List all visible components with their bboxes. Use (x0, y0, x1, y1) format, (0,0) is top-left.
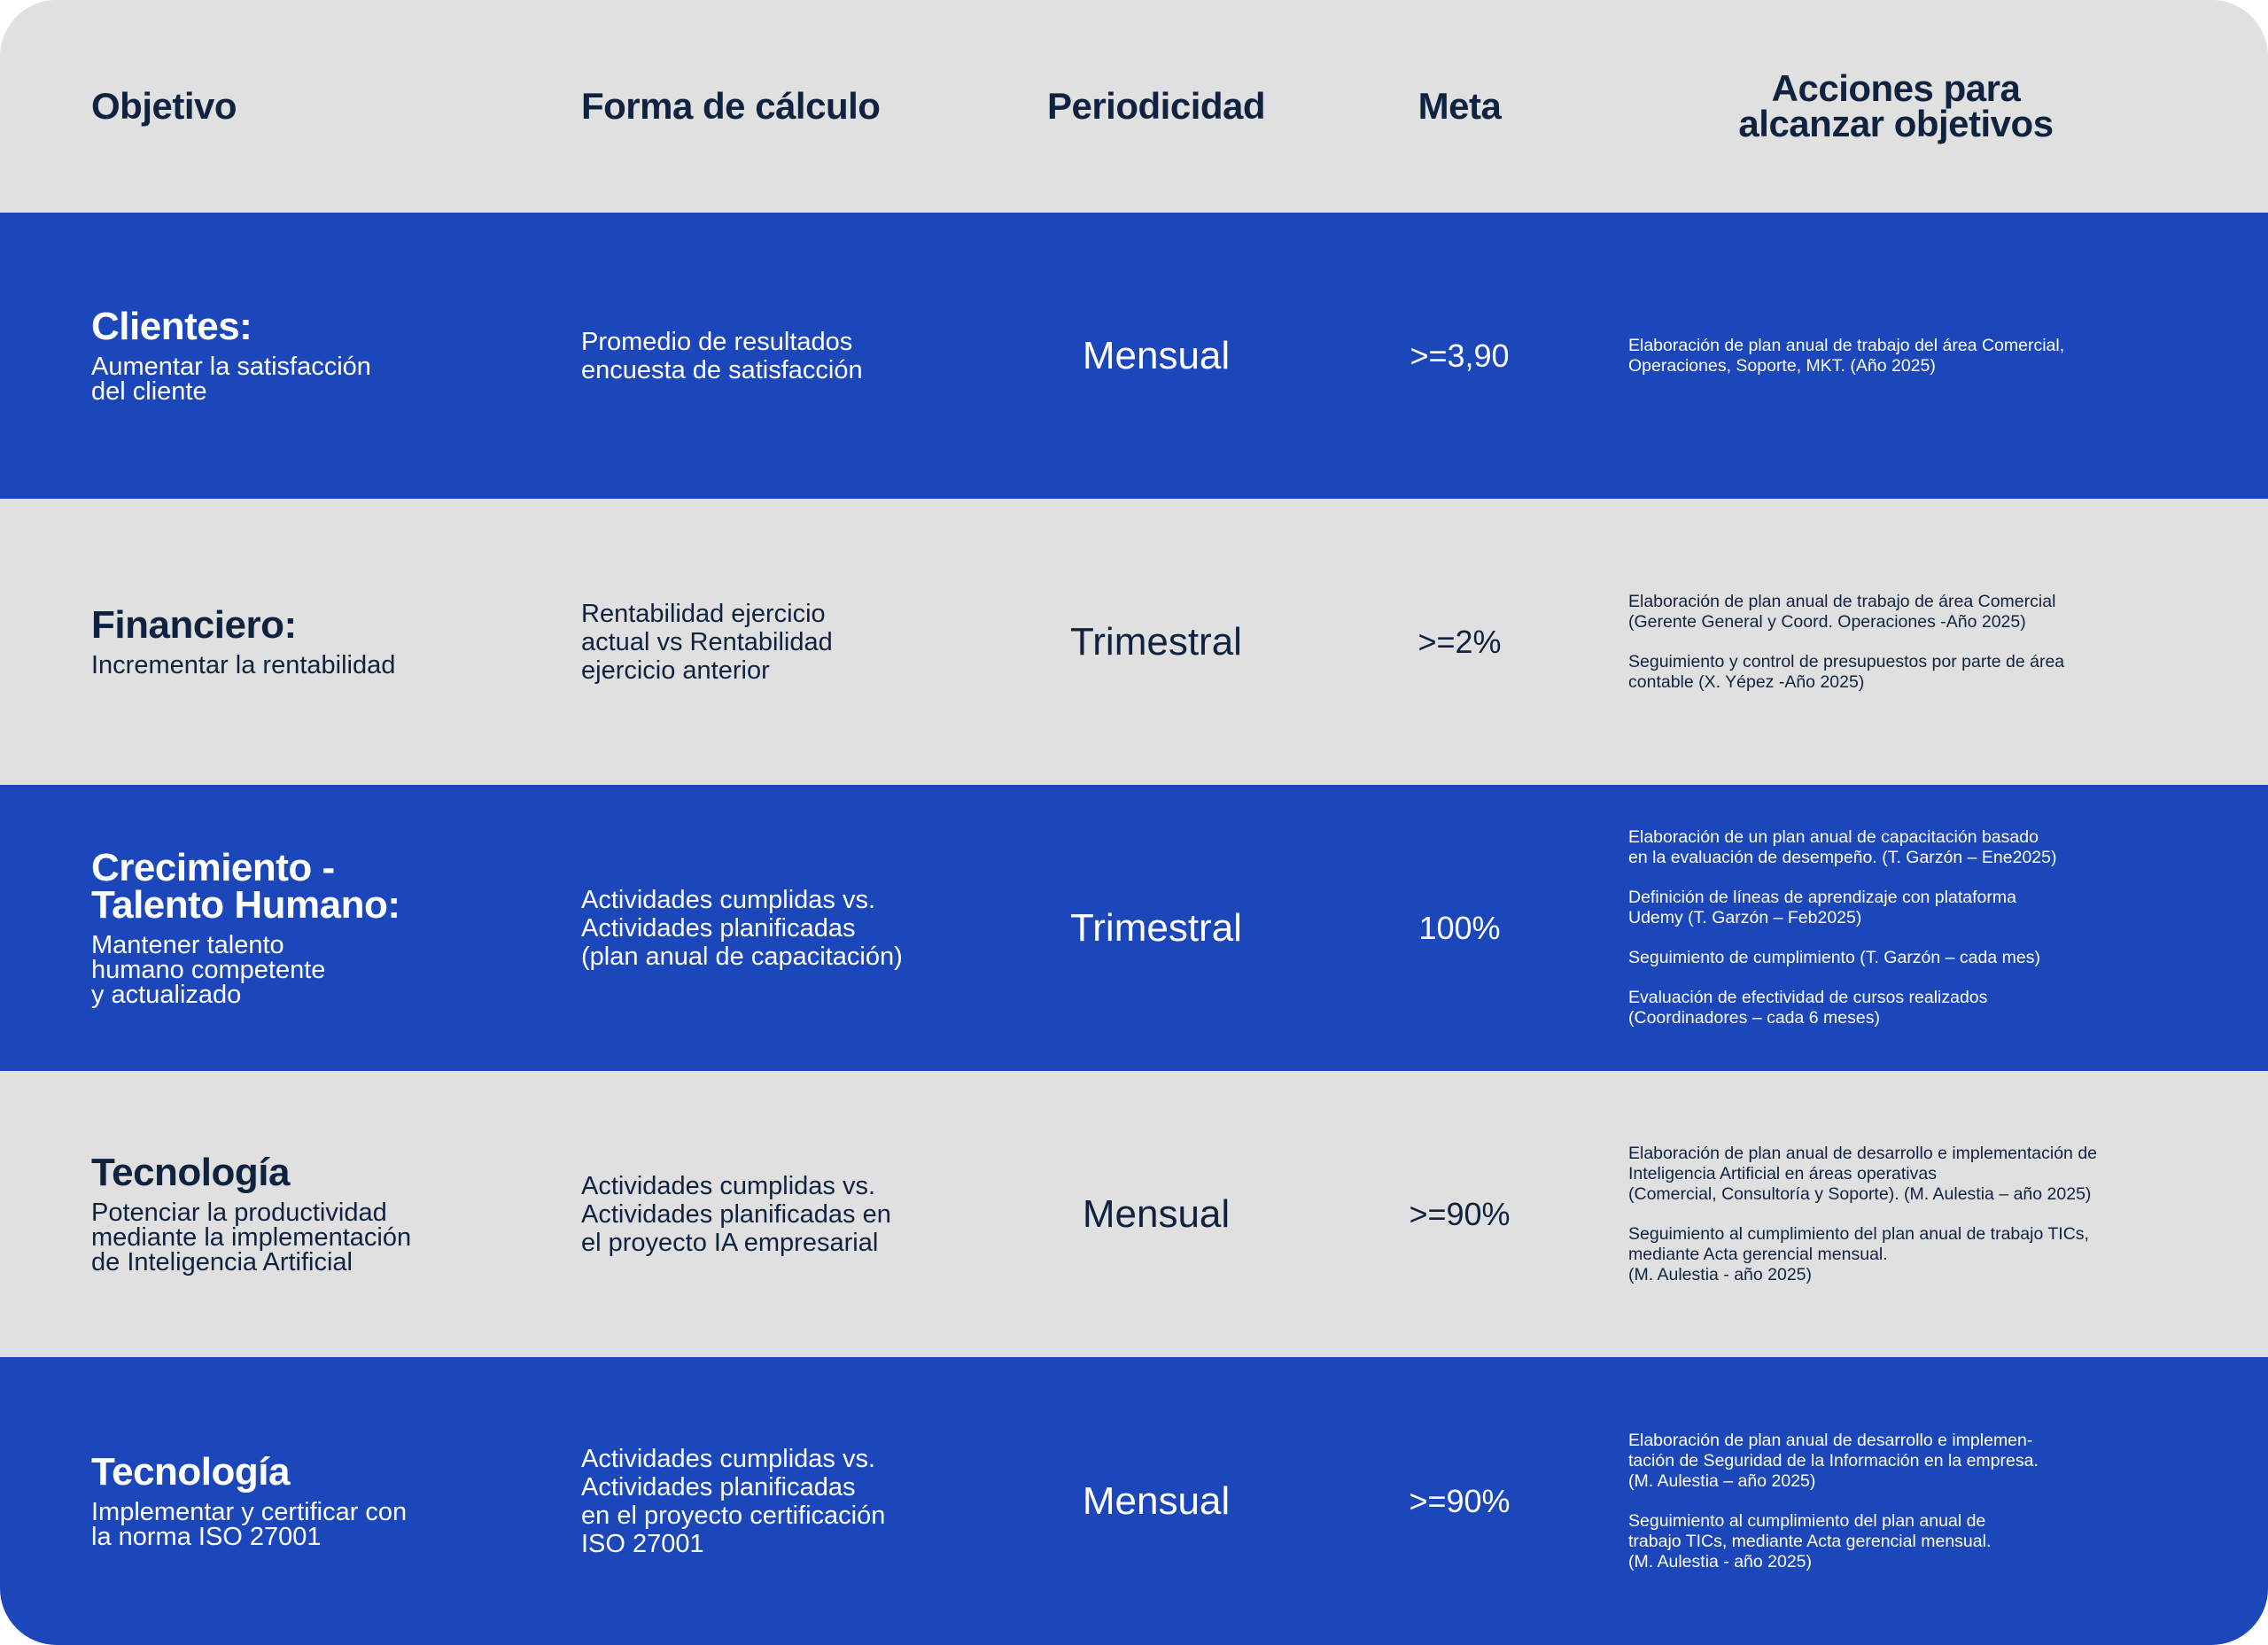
acciones-cell (1628, 213, 2195, 499)
objetivo-description: Implementar y certificar con la norma ISO 27001 (91, 1497, 408, 1551)
forma-calculo: Promedio de resultados encuesta de satisfacción (581, 327, 863, 384)
header-periodicidad-cell (1010, 0, 1302, 213)
calculo-cell (581, 499, 998, 785)
objetivo-cell (91, 213, 517, 499)
objetivo-description: Potenciar la productividad mediante la implementación de Inteligencia Artificial (91, 1198, 412, 1276)
meta-value: 100% (1418, 909, 1501, 946)
accion-item: Seguimiento al cumplimiento del plan anual de trabajo TICs, mediante Acta gerencial mensual. (M. Aulestia - año 2025) (1628, 1510, 1992, 1571)
forma-calculo: Actividades cumplidas vs. Actividades planificadas (plan anual de capacitación) (581, 885, 903, 971)
objetivo-description: Aumentar la satisfacción del cliente (91, 352, 371, 406)
meta-value: >=90% (1409, 1195, 1511, 1232)
objetivo-title: Tecnología (91, 1150, 290, 1194)
table-row (0, 1357, 2268, 1645)
acciones-cell (1628, 785, 2195, 1071)
header-objetivo-cell (91, 0, 517, 213)
acciones-cell (1628, 1357, 2195, 1645)
meta-value: >=90% (1409, 1482, 1511, 1519)
accion-item: Elaboración de un plan anual de capacitación basado en la evaluación de desempeño. (T. Garzón – Ene2025) (1628, 827, 2057, 867)
header-periodicidad: Periodicidad (1046, 85, 1266, 127)
accion-item: Elaboración de plan anual de trabajo del área Comercial, Operaciones, Soporte, MKT. (Año 2025) (1628, 335, 2065, 376)
objetivo-cell (91, 1071, 517, 1357)
meta-cell (1360, 1357, 1559, 1645)
meta-cell (1360, 785, 1559, 1071)
accion-item: Elaboración de plan anual de desarrollo e implemen- tación de Seguridad de la Información en la empresa. (M. Aulestia – año 2025) (1628, 1430, 2039, 1491)
meta-cell (1360, 499, 1559, 785)
accion-item: Definición de líneas de aprendizaje con plataforma Udemy (T. Garzón – Feb2025) (1628, 888, 2016, 927)
header-meta-cell (1360, 0, 1559, 213)
periodicidad-value: Mensual (1082, 333, 1231, 377)
header-forma-cell (581, 0, 998, 213)
objetivo-title: Clientes: (91, 304, 252, 348)
accion-item: Seguimiento y control de presupuestos por parte de área contable (X. Yépez -Año 2025) (1628, 651, 2065, 692)
forma-calculo: Actividades cumplidas vs. Actividades planificadas en el proyecto IA empresarial (581, 1171, 891, 1257)
accion-item: Seguimiento al cumplimiento del plan anual de trabajo TICs, mediante Acta gerencial mensual. (M. Aulestia - año 2025) (1628, 1223, 2089, 1284)
table-row (0, 1071, 2268, 1357)
objetivo-title: Financiero: (91, 602, 297, 647)
meta-value: >=3,90 (1410, 337, 1510, 374)
table-row (0, 213, 2268, 499)
periodicidad-value: Mensual (1082, 1478, 1231, 1523)
forma-calculo: Rentabilidad ejercicio actual vs Rentabilidad ejercicio anterior (581, 599, 833, 685)
objetivo-description: Mantener talento humano competente y actualizado (91, 930, 326, 1009)
objetivo-cell (91, 1357, 517, 1645)
objetivo-title: Tecnología (91, 1449, 290, 1494)
acciones-cell (1628, 499, 2195, 785)
forma-calculo: Actividades cumplidas vs. Actividades planificadas en el proyecto certificación ISO 27001 (581, 1444, 886, 1558)
acciones-cell (1628, 1071, 2195, 1357)
calculo-cell (581, 1071, 998, 1357)
objetivo-cell (91, 785, 517, 1071)
accion-item: Seguimiento de cumplimiento (T. Garzón – cada mes) (1628, 948, 2040, 967)
meta-value: >=2% (1418, 623, 1502, 660)
periodicidad-cell (1010, 213, 1302, 499)
calculo-cell (581, 785, 998, 1071)
accion-item: Evaluación de efectividad de cursos realizados (Coordinadores – cada 6 meses) (1628, 988, 1988, 1028)
calculo-cell (581, 213, 998, 499)
periodicidad-value: Trimestral (1070, 905, 1242, 950)
periodicidad-value: Mensual (1082, 1191, 1231, 1236)
accion-item: Elaboración de plan anual de desarrollo e implementación de Inteligencia Artificial en áreas operativas (Comercial, Consultoría y Soporte). (M. Aulestia – año 2025) (1628, 1143, 2098, 1204)
periodicidad-cell (1010, 1071, 1302, 1357)
header-acciones: Acciones para alcanzar objetivos (1738, 67, 2054, 144)
objetivo-title: Crecimiento - Talento Humano: (91, 845, 400, 927)
periodicidad-cell (1010, 1357, 1302, 1645)
objetivo-description: Incrementar la rentabilidad (91, 650, 396, 679)
header-acciones-cell (1595, 0, 2197, 213)
objetivo-cell (91, 499, 517, 785)
accion-item: Elaboración de plan anual de trabajo de área Comercial (Gerente General y Coord. Operaciones -Año 2025) (1628, 591, 2056, 632)
header-meta: Meta (1418, 85, 1502, 127)
header-objetivo: Objetivo (91, 85, 237, 127)
periodicidad-value: Trimestral (1070, 619, 1242, 663)
table-header (0, 0, 2268, 213)
meta-cell (1360, 213, 1559, 499)
meta-cell (1360, 1071, 1559, 1357)
table-row (0, 499, 2268, 785)
calculo-cell (581, 1357, 998, 1645)
periodicidad-cell (1010, 499, 1302, 785)
header-forma-calculo: Forma de cálculo (581, 85, 881, 127)
periodicidad-cell (1010, 785, 1302, 1071)
table-row (0, 785, 2268, 1071)
